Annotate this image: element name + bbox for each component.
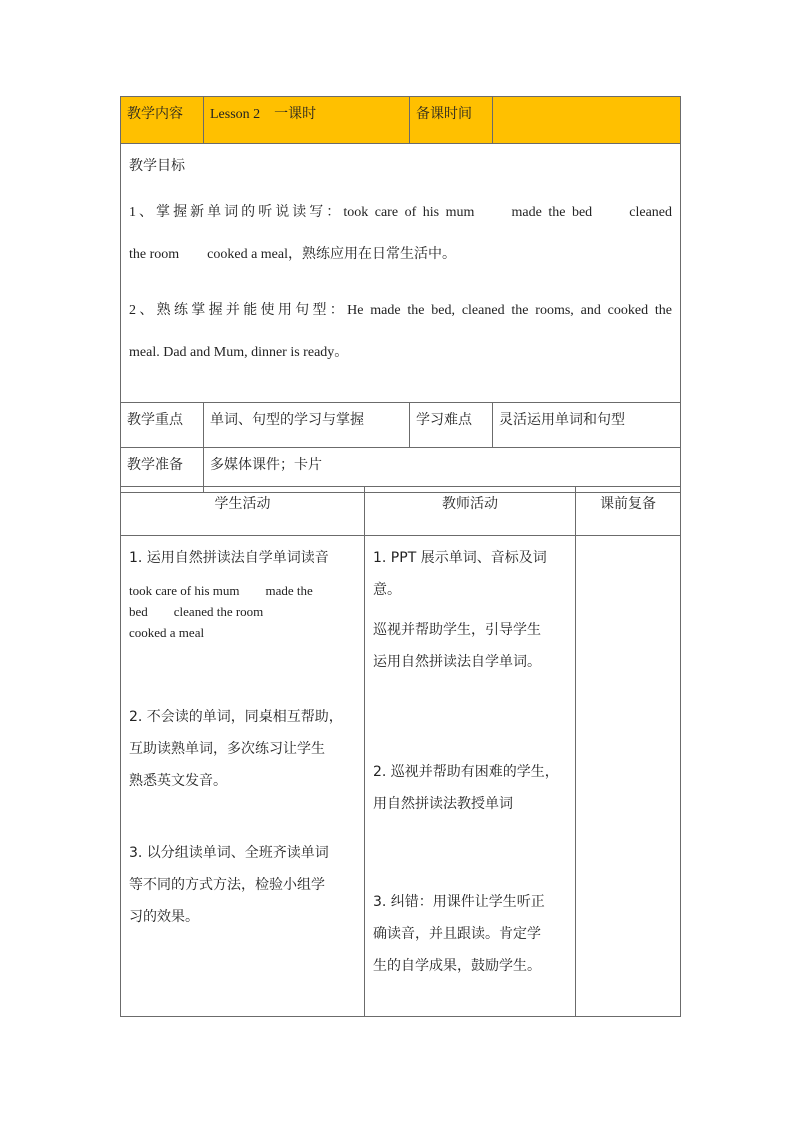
teacher-step-1-line-1: 1. PPT 展示单词、音标及词: [373, 550, 547, 566]
difficulty-value: 灵活运用单词和句型: [493, 403, 681, 448]
focus-label: 教学重点: [121, 403, 204, 448]
objectives-row: [121, 144, 681, 403]
activities-header-row: [121, 487, 681, 536]
teacher-step-1-line-3: 巡视并帮助学生，引导学生: [373, 622, 541, 638]
objectives-title: 教学目标: [129, 158, 185, 174]
lesson-plan-table: [120, 96, 681, 493]
student-activities-cell: [121, 536, 365, 1017]
header-row: [121, 97, 681, 144]
content-label: 教学内容: [121, 97, 204, 144]
teacher-step-1-line-4: 运用自然拼读法自学单词。: [373, 654, 541, 670]
lesson-title: Lesson 2 一课时: [204, 97, 410, 144]
teacher-step-3-line-3: 生的自学成果，鼓励学生。: [373, 958, 541, 974]
activities-body-row: [121, 536, 681, 1017]
student-step-2-line-3: 熟悉英文发音。: [129, 773, 227, 789]
student-step-2-line-2: 互助读熟单词，多次练习让学生: [129, 741, 325, 757]
activities-table: [120, 486, 681, 1017]
teacher-activities-cell: [365, 536, 576, 1017]
student-activity-header: 学生活动: [121, 487, 365, 536]
student-step-1: 1. 运用自然拼读法自学单词读音: [129, 550, 329, 566]
objectives-cell: [121, 144, 681, 403]
teacher-step-3-line-1: 3. 纠错：用课件让学生听正: [373, 894, 545, 910]
student-words-1: took care of his mum made the: [129, 583, 313, 598]
student-words-3: cooked a meal: [129, 625, 205, 640]
objective-1-line-1: 1、掌握新单词的听说读写：took care of his mum made the bed cleaned: [129, 205, 672, 220]
review-cell: [576, 536, 681, 1017]
student-step-3-line-1: 3. 以分组读单词、全班齐读单词: [129, 845, 329, 861]
teacher-activity-header: 教师活动: [365, 487, 576, 536]
student-step-3-line-2: 等不同的方式方法，检验小组学: [129, 877, 325, 893]
teacher-step-3-line-2: 确读音，并且跟读。肯定学: [373, 926, 541, 942]
difficulty-label: 学习难点: [410, 403, 493, 448]
focus-row: [121, 403, 681, 448]
teacher-step-2-line-1: 2. 巡视并帮助有困难的学生，: [373, 764, 559, 780]
objective-2-line-1: 2、熟练掌握并能使用句型：He made the bed, cleaned the rooms, and cooked the: [129, 303, 672, 318]
review-header: 课前复备: [576, 487, 681, 536]
prep-time-value: [493, 97, 681, 144]
objective-1-line-2: the room cooked a meal，熟练应用在日常生活中。: [129, 247, 457, 262]
prep-time-label: 备课时间: [410, 97, 493, 144]
prep-value: 多媒体课件；卡片: [204, 448, 681, 493]
student-step-3-line-3: 习的效果。: [129, 909, 199, 925]
student-step-2-line-1: 2. 不会读的单词，同桌相互帮助，: [129, 709, 343, 725]
focus-value: 单词、句型的学习与掌握: [204, 403, 410, 448]
teacher-step-1-line-2: 意。: [373, 582, 401, 598]
student-words-2: bed cleaned the room: [129, 604, 264, 619]
teacher-step-2-line-2: 用自然拼读法教授单词: [373, 796, 513, 812]
objective-2-line-2: meal. Dad and Mum, dinner is ready。: [129, 345, 349, 360]
prep-label: 教学准备: [121, 448, 204, 493]
